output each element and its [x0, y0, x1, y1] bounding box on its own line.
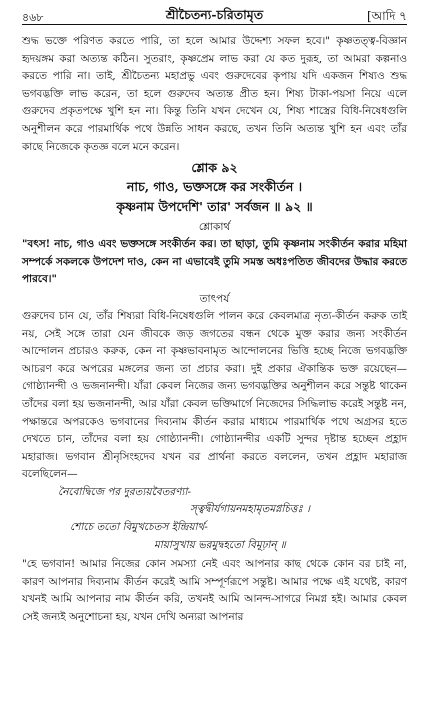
quote-line-4: মায়াসুখায় ভরমুদ্বহতো বিমূঢ়ান্ ॥	[154, 538, 286, 551]
translation-paragraph: "বৎস! নাচ, গাও এবং ভক্তসঙ্গে সংকীর্তন কর। তা ছাড়া, তুমি কৃষ্ণনাম সংকীর্তন করার মহিমা সম্পর্কে সকলকে উপদেশ দাও, কেন না এভাবেই তুমি সমস্ত অধঃপতিত জীবদের উদ্ধার করতে পারবে।"	[22, 238, 407, 286]
running-title: শ্রীচৈতন্য-চরিতামৃত	[165, 7, 264, 22]
purport-heading: তাৎপর্য	[199, 292, 230, 305]
verse-number: শ্লোক ৯২	[191, 160, 238, 176]
header-rule	[22, 24, 407, 25]
quote-line-2: স্ত্বদ্বীর্যগায়নমহামৃতমগ্নচিত্তঃ ।	[190, 503, 310, 516]
purport-paragraph: গুরুদেব চান যে, তাঁর শিষ্যরা বিধি-নিষেধগুলি পালন করে কেবলমাত্র নৃত্য-কীর্তন করুক তাই নয়, সেই সঙ্গে তারা যেন জীবকে জড় জগতের বন্ধন থেকে মুক্ত করার জন্য সংকীর্তন আন্দোলন প্রচারও করুক, কেন না কৃষ্ণভাবনামৃত আন্দোলনের ভিত্তি হচ্ছে নিজে ভগবদ্ভক্তি আচরণ করে অপরের মঙ্গলের জন্য তা প্রচার করা। দুই প্রকার ঐকান্তিক ভক্ত রয়েছেন—গোষ্ঠ্যানন্দী ও ভজনানন্দী। যাঁরা কেবল নিজের জন্য ভগবদ্ভক্তির অনুশীলন করে সন্তুষ্ট থাকেন তাঁদের বলা হয় ভজনানন্দী, আর যাঁরা কেবল ভক্তিমার্গে নিজেদের সিদ্ধিলাভ করেই সন্তুষ্ট নন, পক্ষান্তরে অপরকেও ভগবানের দিব্যনাম কীর্তন করার মাধ্যমে পারমার্থিক পথে অগ্রসর হতে দেখতে চান, তাঁদের বলা হয় গোষ্ঠ্যানন্দী। গোষ্ঠ্যানন্দীর একটি সুন্দর দৃষ্টান্ত হচ্ছেন প্রহ্লাদ মহারাজ। ভগবান শ্রীনৃসিংহদেব যখন বর প্রার্থনা করতে বললেন, তখন প্রহ্লাদ মহারাজ বলেছিলেন—	[22, 309, 407, 481]
verse-line-2: কৃষ্ণনাম উপদেশি' তার' সর্বজন ॥ ৯২ ॥	[116, 199, 313, 215]
quote-line-3: শোচে ততো বিমুখচেতস ইন্দ্রিয়ার্থ-	[70, 521, 208, 534]
page-number: ৪৬৮	[22, 11, 44, 24]
verse-line-1: নাচ, গাও, ভক্তসঙ্গে কর সংকীর্তন ।	[126, 179, 303, 195]
intro-paragraph: শুদ্ধ ভক্তে পরিণত করতে পারি, তা হলে আমার উদ্দেশ্য সফল হবে।" কৃষ্ণতত্ত্ব-বিজ্ঞান হৃদয়ঙ্গম করা অত্যন্ত কঠিন। সুতরাং, কৃষ্ণপ্রেম লাভ করা যে কত দুরূহ, তা আমরা কল্পনাও করতে পারি না। তাই, শ্রীচৈতন্য মহাপ্রভু এবং গুরুদেবের কৃপায় যদি একজন শিষ্যও শুদ্ধ ভগবদ্ভক্তি লাভ করেন, তা হলে গুরুদেব অত্যন্ত প্রীত হন। শিষ্য টাকা-পয়সা নিয়ে এলে গুরুদেব প্রকৃতপক্ষে খুশি হন না। কিন্তু তিনি যখন দেখেন যে, শিষ্য শাস্ত্রের বিধি-নিষেধগুলি অনুশীলন করে পারমার্থিক পথে উন্নতি সাধন করছে, তখন তিনি অত্যন্ত খুশি হন এবং তাঁর কাছে নিজেকে কৃতজ্ঞ বলে মনে করেন।	[22, 35, 407, 153]
closing-paragraph: "হে ভগবান! আমার নিজের কোন সমস্যা নেই এবং আপনার কাছ থেকে কোন বর চাই না, কারণ আপনার দিব্যনাম কীর্তন করেই আমি সম্পূর্ণরূপে সন্তুষ্ট। আমার পক্ষে এই যথেষ্ট, কারণ যখনই আমি আপনার নাম কীর্তন করি, তখনই আমি আনন্দ-সাগরে নিমগ্ন হই। আমার কেবল সেই জন্যই অনুশোচনা হয়, যখন দেখি অন্যরা আপনার	[22, 558, 407, 624]
quote-line-1: নৈবোদ্বিজে পর দুরত্যয়বৈতরণ্যা-	[58, 485, 191, 498]
translation-heading: শ্লোকার্থ	[198, 221, 231, 234]
running-header	[22, 0, 407, 28]
chapter-label: [আদি ৭	[366, 9, 407, 23]
